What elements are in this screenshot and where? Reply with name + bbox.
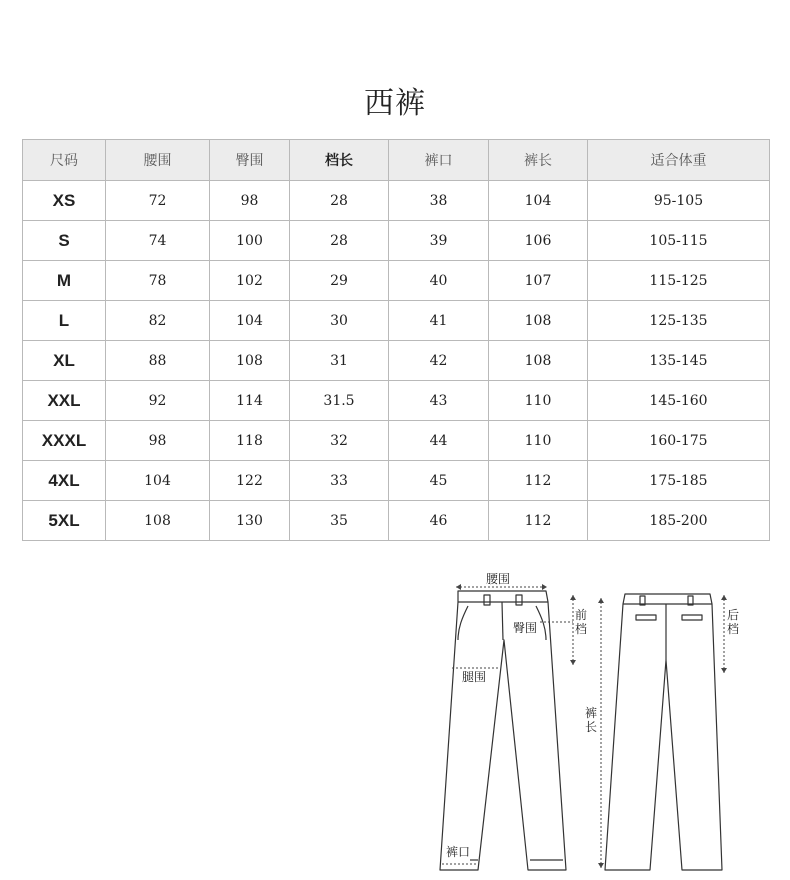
cell-hem: 43 (389, 381, 489, 421)
cell-weight: 185-200 (588, 501, 770, 541)
cell-hip: 100 (210, 221, 290, 261)
cell-rise: 33 (290, 461, 389, 501)
length-label-1: 裤 (585, 706, 598, 720)
cell-waist: 88 (106, 341, 210, 381)
back-rise-label-1: 后 (727, 608, 740, 622)
cell-waist: 104 (106, 461, 210, 501)
cell-size: S (23, 221, 106, 261)
hip-label: 臀围 (513, 621, 538, 635)
cell-waist: 108 (106, 501, 210, 541)
cell-hip: 108 (210, 341, 290, 381)
front-rise-label-2: 档 (575, 622, 588, 636)
cell-waist: 92 (106, 381, 210, 421)
cell-weight: 145-160 (588, 381, 770, 421)
cell-size: 4XL (23, 461, 106, 501)
cell-hem: 42 (389, 341, 489, 381)
cell-rise: 31 (290, 341, 389, 381)
cell-size: L (23, 301, 106, 341)
cell-hem: 38 (389, 181, 489, 221)
cell-weight: 135-145 (588, 341, 770, 381)
cell-size: M (23, 261, 106, 301)
cell-waist: 78 (106, 261, 210, 301)
cell-hip: 98 (210, 181, 290, 221)
cell-length: 108 (489, 301, 588, 341)
header-hip: 臀围 (210, 140, 290, 181)
cell-length: 112 (489, 461, 588, 501)
cell-weight: 115-125 (588, 261, 770, 301)
page-title: 西裤 (364, 86, 426, 121)
cell-hem: 44 (389, 421, 489, 461)
cell-rise: 35 (290, 501, 389, 541)
cell-waist: 82 (106, 301, 210, 341)
cell-size: XS (23, 181, 106, 221)
cell-weight: 160-175 (588, 421, 770, 461)
cell-size: 5XL (23, 501, 106, 541)
cell-rise: 30 (290, 301, 389, 341)
cell-hip: 104 (210, 301, 290, 341)
cell-waist: 98 (106, 421, 210, 461)
cell-hip: 102 (210, 261, 290, 301)
cell-size: XXL (23, 381, 106, 421)
cell-size: XL (23, 341, 106, 381)
header-length: 裤长 (489, 140, 588, 181)
front-rise-label-1: 前 (575, 608, 588, 622)
cell-length: 106 (489, 221, 588, 261)
back-rise-label-2: 档 (727, 622, 740, 636)
header-weight: 适合体重 (588, 140, 770, 181)
cell-waist: 74 (106, 221, 210, 261)
cell-hip: 118 (210, 421, 290, 461)
back-pants-outline (605, 594, 722, 870)
cell-length: 107 (489, 261, 588, 301)
cell-hem: 45 (389, 461, 489, 501)
cell-length: 110 (489, 381, 588, 421)
header-hem: 裤口 (389, 140, 489, 181)
cell-hem: 46 (389, 501, 489, 541)
cell-hip: 114 (210, 381, 290, 421)
header-rise: 档长 (290, 140, 389, 181)
cell-hip: 130 (210, 501, 290, 541)
cell-length: 108 (489, 341, 588, 381)
cell-weight: 175-185 (588, 461, 770, 501)
cell-rise: 28 (290, 181, 389, 221)
cell-weight: 125-135 (588, 301, 770, 341)
cell-length: 104 (489, 181, 588, 221)
cell-waist: 72 (106, 181, 210, 221)
cell-hem: 41 (389, 301, 489, 341)
cell-rise: 32 (290, 421, 389, 461)
cell-hem: 39 (389, 221, 489, 261)
header-waist: 腰围 (106, 140, 210, 181)
header-size: 尺码 (23, 140, 106, 181)
cell-weight: 105-115 (588, 221, 770, 261)
cell-rise: 28 (290, 221, 389, 261)
cell-rise: 29 (290, 261, 389, 301)
length-label-2: 长 (585, 720, 598, 734)
cell-rise: 31.5 (290, 381, 389, 421)
cell-size: XXXL (23, 421, 106, 461)
waist-label: 腰围 (486, 572, 511, 586)
cell-length: 110 (489, 421, 588, 461)
thigh-label: 腿围 (462, 670, 487, 684)
hem-label: 裤口 (446, 845, 471, 859)
cell-weight: 95-105 (588, 181, 770, 221)
cell-length: 112 (489, 501, 588, 541)
cell-hem: 40 (389, 261, 489, 301)
cell-hip: 122 (210, 461, 290, 501)
